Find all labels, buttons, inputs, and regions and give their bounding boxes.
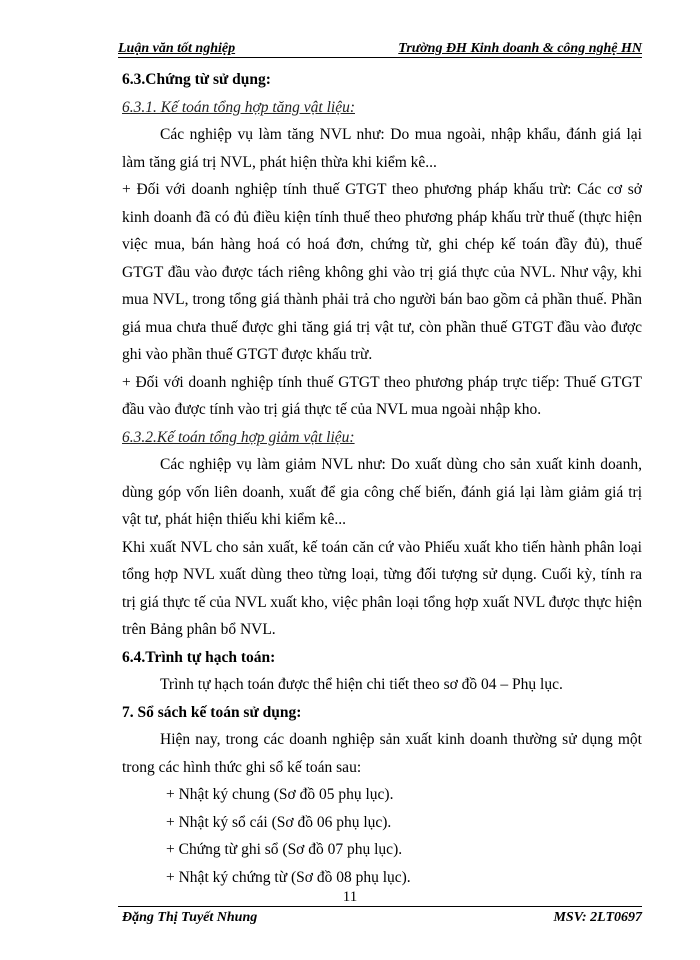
heading-6-3: 6.3.Chứng từ sử dụng: <box>122 71 271 88</box>
paragraph-bookkeeping-forms: Hiện nay, trong các doanh nghiệp sản xuất kinh doanh thường sử dụng một trong các hình thức ghi sổ kế toán sau: <box>122 731 642 776</box>
list-item-journal-ledger: + Nhật ký sổ cái (Sơ đồ 06 phụ lục). <box>166 813 392 831</box>
page-body <box>122 66 642 891</box>
paragraph-issue-materials: Khi xuất NVL cho sản xuất, kế toán căn cứ vào Phiếu xuất kho tiến hành phân loại tổng hợp NVL xuất dùng theo từng loại, từng đối tượng sử dụng. Cuối kỳ, tính ra trị giá thực tế của NVL xuất kho, việc phân loại tổng hợp xuất NVL được thực hiện trên Bảng phân bổ NVL. <box>122 538 642 638</box>
header-right-text: Trường ĐH Kinh doanh & công nghệ HN <box>398 41 642 56</box>
page-footer <box>118 906 642 923</box>
footer-student-id: MSV: 2LT0697 <box>553 910 642 925</box>
footer-author: Đặng Thị Tuyết Nhung <box>122 910 258 925</box>
paragraph-direct-method: + Đối với doanh nghiệp tính thuế GTGT theo phương pháp trực tiếp: Thuế GTGT đầu vào được tính vào trị giá thực tế của NVL mua ngoài nhập kho. <box>122 373 642 418</box>
paragraph-decrease-ops: Các nghiệp vụ làm giảm NVL như: Do xuất dùng cho sản xuất kinh doanh, dùng góp vốn liên doanh, xuất để gia công chế biến, đánh giá lại làm giảm giá trị vật tư, phát hiện thiếu khi kiểm kê... <box>122 456 642 528</box>
heading-7: 7. Sổ sách kế toán sử dụng: <box>122 703 302 721</box>
paragraph-increase-ops: Các nghiệp vụ làm tăng NVL như: Do mua ngoài, nhập khẩu, đánh giá lại làm tăng giá trị NVL, phát hiện thừa khi kiểm kê... <box>122 126 642 171</box>
header-left-text: Luận văn tốt nghiệp <box>118 41 236 56</box>
heading-6-3-1-text: 6.3.1. Kế toán tổng hợp tăng vật liệu: <box>122 98 355 116</box>
paragraph-deduction-method: + Đối với doanh nghiệp tính thuế GTGT theo phương pháp khấu trừ: Các cơ sở kinh doanh đã có đủ điều kiện tính thuế theo phương pháp khấu trừ thuế (thực hiện việc mua, bán hàng hoá có hoá đơn, chứng từ, ghi chép kế toán đầy đủ), thuế GTGT đầu vào được tách riêng không ghi vào trị giá thực của NVL. Như vậy, khi mua NVL, trong tổng giá thành phải trả cho người bán bao gồm cả phần thuế. Phần giá mua chưa thuế được ghi tăng giá trị vật tư, còn phần thuế GTGT đầu vào được ghi vào phần thuế GTGT được khấu trừ. <box>122 181 642 363</box>
heading-6-3-2 <box>122 424 642 452</box>
heading-6-4: 6.4.Trình tự hạch toán: <box>122 648 276 666</box>
list-item-general-journal: + Nhật ký chung (Sơ đồ 05 phụ lục). <box>166 786 394 803</box>
list-item-voucher-record: + Chứng từ ghi sổ (Sơ đồ 07 phụ lục). <box>166 841 403 858</box>
page-header <box>118 37 642 58</box>
paragraph-procedure: Trình tự hạch toán được thể hiện chi tiết theo sơ đồ 04 – Phụ lục. <box>160 676 563 693</box>
heading-6-3-2-text: 6.3.2.Kế toán tổng hợp giảm vật liệu: <box>122 428 355 446</box>
page-number: 11 <box>342 889 358 905</box>
list-item-journal-voucher: + Nhật ký chứng từ (Sơ đồ 08 phụ lục). <box>166 868 411 886</box>
heading-6-3-1 <box>122 94 642 122</box>
